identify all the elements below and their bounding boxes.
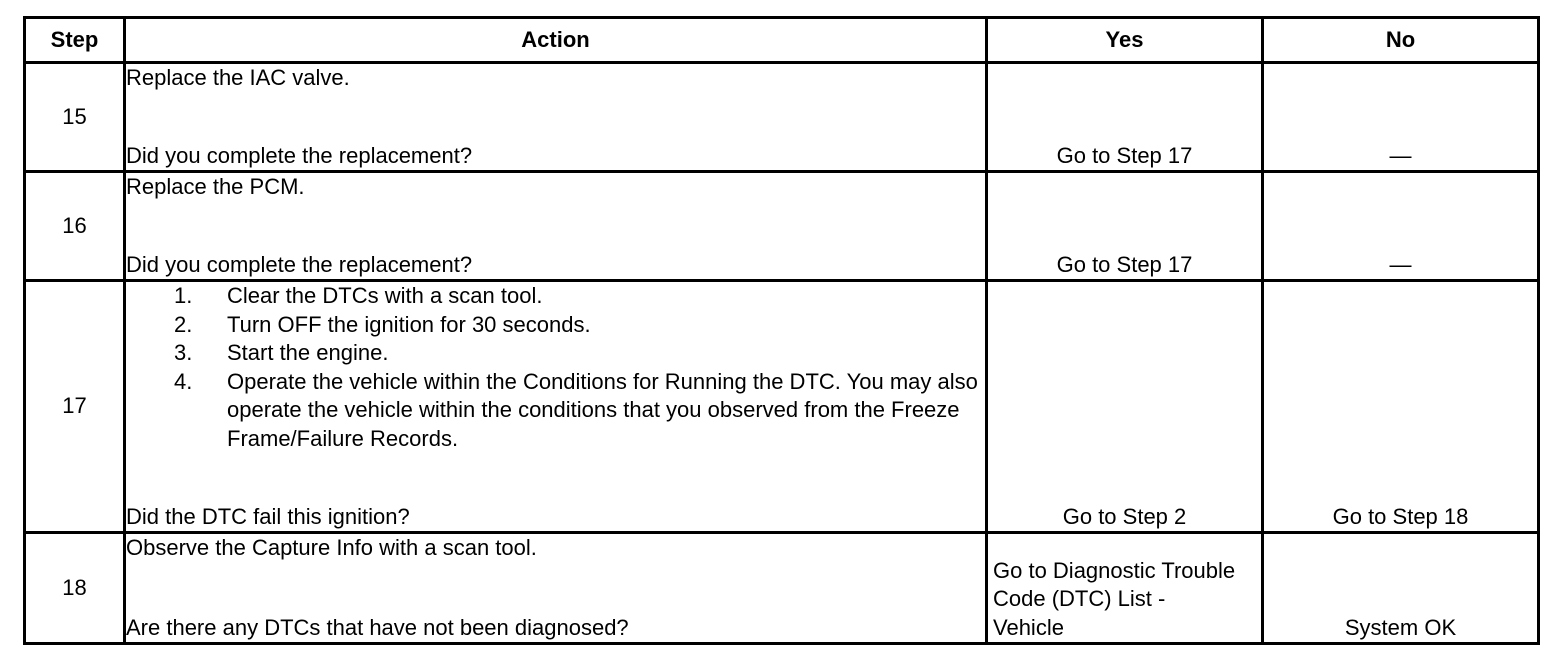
action-cell (125, 533, 987, 644)
header-action: Action (125, 18, 987, 63)
header-step: Step (25, 18, 125, 63)
yes-result: Go to Step 17 (987, 63, 1263, 172)
list-item: 4. Operate the vehicle within the Conditions for Running the DTC. You may also operate the vehicle within the conditions that you observed from the Freeze Frame/Failure Records. (174, 368, 978, 451)
procedure-list (126, 282, 985, 453)
table-row (25, 172, 1539, 281)
no-result: — (1263, 172, 1539, 281)
header-row (25, 18, 1539, 63)
header-no: No (1263, 18, 1539, 63)
action-text: Replace the PCM. (126, 174, 305, 199)
table-row (25, 533, 1539, 644)
action-cell (125, 63, 987, 172)
question-text: Did you complete the replacement? (126, 142, 473, 168)
table-row (25, 63, 1539, 172)
yes-result: Go to Diagnostic Trouble Code (DTC) List - Vehicle (987, 533, 1263, 644)
step-number: 18 (25, 533, 125, 644)
step-number: 17 (25, 281, 125, 533)
no-result: Go to Step 18 (1263, 281, 1539, 533)
step-number: 15 (25, 63, 125, 172)
header-yes: Yes (987, 18, 1263, 63)
question-text: Did the DTC fail this ignition? (126, 503, 410, 529)
no-result: System OK (1263, 533, 1539, 644)
list-item: 1. Clear the DTCs with a scan tool. (174, 283, 543, 308)
action-cell (125, 172, 987, 281)
yes-result: Go to Step 17 (987, 172, 1263, 281)
action-cell (125, 281, 987, 533)
question-text: Did you complete the replacement? (126, 251, 473, 277)
table-row (25, 281, 1539, 533)
action-text: Replace the IAC valve. (126, 65, 350, 90)
action-text: Observe the Capture Info with a scan tool. (126, 535, 537, 560)
list-item: 2. Turn OFF the ignition for 30 seconds. (174, 311, 591, 337)
yes-result: Go to Step 2 (987, 281, 1263, 533)
list-item: 3. Start the engine. (174, 340, 389, 365)
question-text: Are there any DTCs that have not been diagnosed? (126, 614, 629, 640)
diagnostic-table (23, 16, 1540, 645)
step-number: 16 (25, 172, 125, 281)
no-result: — (1263, 63, 1539, 172)
